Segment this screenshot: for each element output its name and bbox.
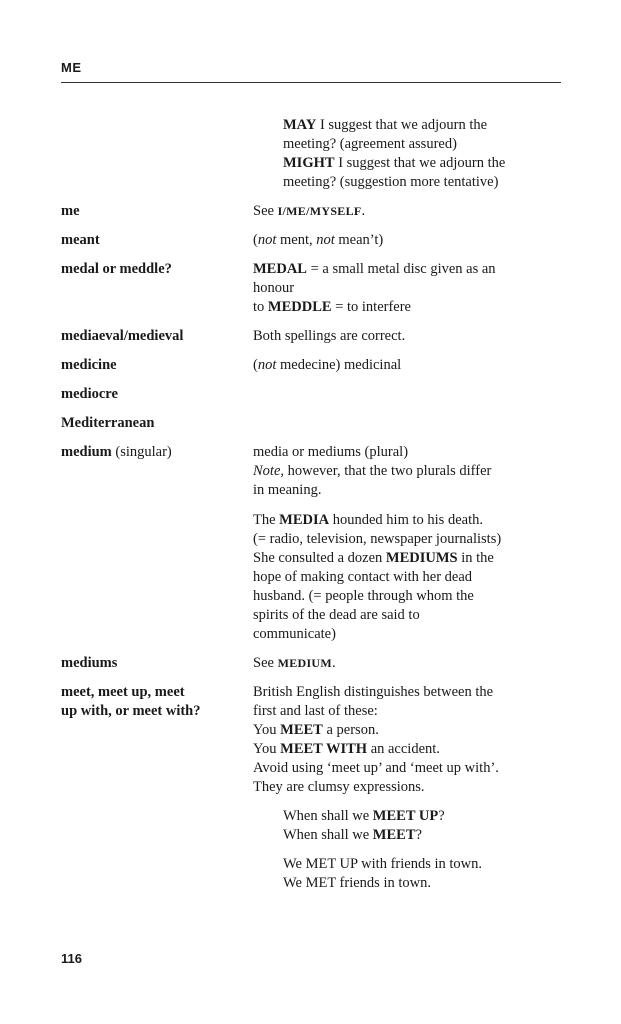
headword-text: medium [61, 444, 112, 460]
text: She consulted a dozen [253, 550, 386, 566]
text: I suggest that we adjourn the [334, 155, 506, 171]
definition-line: first and last of these: [253, 703, 378, 719]
text: in the [457, 550, 494, 566]
text: You [253, 741, 281, 757]
keyword: MEET UP [372, 808, 439, 824]
headword-mediocre: mediocre [61, 386, 118, 402]
definition-line [253, 298, 411, 317]
example-line [283, 116, 487, 135]
definition-line [253, 260, 496, 279]
definition-line [253, 549, 494, 568]
example-line [283, 807, 445, 826]
definition-line: spirits of the dead are said to [253, 607, 420, 623]
headword-meet: up with, or meet with? [61, 703, 201, 719]
definition-line [253, 511, 483, 530]
definition-line: honour [253, 280, 295, 296]
definition-line [253, 740, 440, 759]
keyword: MEDDLE [267, 299, 332, 315]
keyword: MEET WITH [280, 741, 368, 757]
definition-meant [253, 231, 383, 250]
definition-line: in meaning. [253, 482, 322, 498]
example-line: meeting? (agreement assured) [283, 136, 457, 152]
keyword: MEDIUMS [385, 550, 458, 566]
definition-me [253, 202, 365, 221]
text: to [253, 299, 268, 315]
text: = to interfere [331, 299, 411, 315]
headword-me: me [61, 203, 80, 219]
headword-medicine: medicine [61, 357, 117, 373]
header-rule [61, 82, 561, 83]
cross-reference: I/ME/MYSELF [277, 204, 362, 218]
italic-text: not [257, 357, 277, 373]
definition-mediums [253, 654, 336, 673]
text: See [253, 655, 278, 671]
definition-line [253, 721, 379, 740]
example-line: We MET UP with friends in town. [283, 856, 482, 872]
text: hounded him to his death. [329, 512, 483, 528]
keyword: MEET [372, 827, 416, 843]
example-line [283, 826, 422, 845]
text: , however, that the two plurals differ [280, 463, 492, 479]
keyword: MEDAL [253, 261, 307, 277]
definition-line: hope of making contact with her dead [253, 569, 473, 585]
italic-text: not [257, 232, 277, 248]
running-head: ME [61, 60, 82, 75]
text: ( [253, 357, 258, 373]
headword-mediaeval: mediaeval/medieval [61, 328, 184, 344]
headword-meet: meet, meet up, meet [61, 684, 185, 700]
text: mean’t) [334, 232, 384, 248]
text: ment, [276, 232, 317, 248]
text: You [253, 722, 281, 738]
example-line: meeting? (suggestion more tentative) [283, 174, 499, 190]
definition-line: British English distinguishes between the [253, 684, 494, 700]
page-number: 116 [61, 951, 82, 966]
headword-medal: medal or meddle? [61, 261, 172, 277]
definition-line: They are clumsy expressions. [253, 779, 425, 795]
text: a person. [322, 722, 379, 738]
example-line [283, 154, 505, 173]
definition-line: Avoid using ‘meet up’ and ‘meet up with’. [253, 760, 499, 776]
text: The [253, 512, 280, 528]
italic-text: not [316, 232, 335, 248]
definition-line: media or mediums (plural) [253, 444, 409, 460]
definition-line: communicate) [253, 626, 336, 642]
text: an accident. [367, 741, 440, 757]
text: ? [415, 827, 422, 843]
text: = a small metal disc given as an [306, 261, 496, 277]
text: . [361, 203, 366, 219]
headword-medium [61, 443, 172, 462]
text: When shall we [283, 808, 373, 824]
text: When shall we [283, 827, 373, 843]
text: I suggest that we adjourn the [316, 117, 488, 133]
example-line: We MET friends in town. [283, 875, 431, 891]
definition-medicine [253, 356, 401, 375]
definition-line: husband. (= people through whom the [253, 588, 474, 604]
headword-meant: meant [61, 232, 100, 248]
qualifier: (singular) [111, 444, 172, 460]
keyword: MAY [283, 117, 317, 133]
definition-mediaeval: Both spellings are correct. [253, 328, 406, 344]
keyword: MIGHT [283, 155, 335, 171]
headword-mediterranean: Mediterranean [61, 415, 155, 431]
text: . [332, 655, 336, 671]
text: See [253, 203, 278, 219]
cross-reference: MEDIUM [277, 656, 333, 670]
keyword: MEDIA [279, 512, 330, 528]
headword-mediums: mediums [61, 655, 118, 671]
definition-line [253, 462, 491, 481]
text: ( [253, 232, 258, 248]
text: ? [438, 808, 445, 824]
italic-text: Note [253, 463, 281, 479]
keyword: MEET [280, 722, 323, 738]
text: medecine) medicinal [276, 357, 402, 373]
definition-line: (= radio, television, newspaper journalists) [253, 531, 502, 547]
